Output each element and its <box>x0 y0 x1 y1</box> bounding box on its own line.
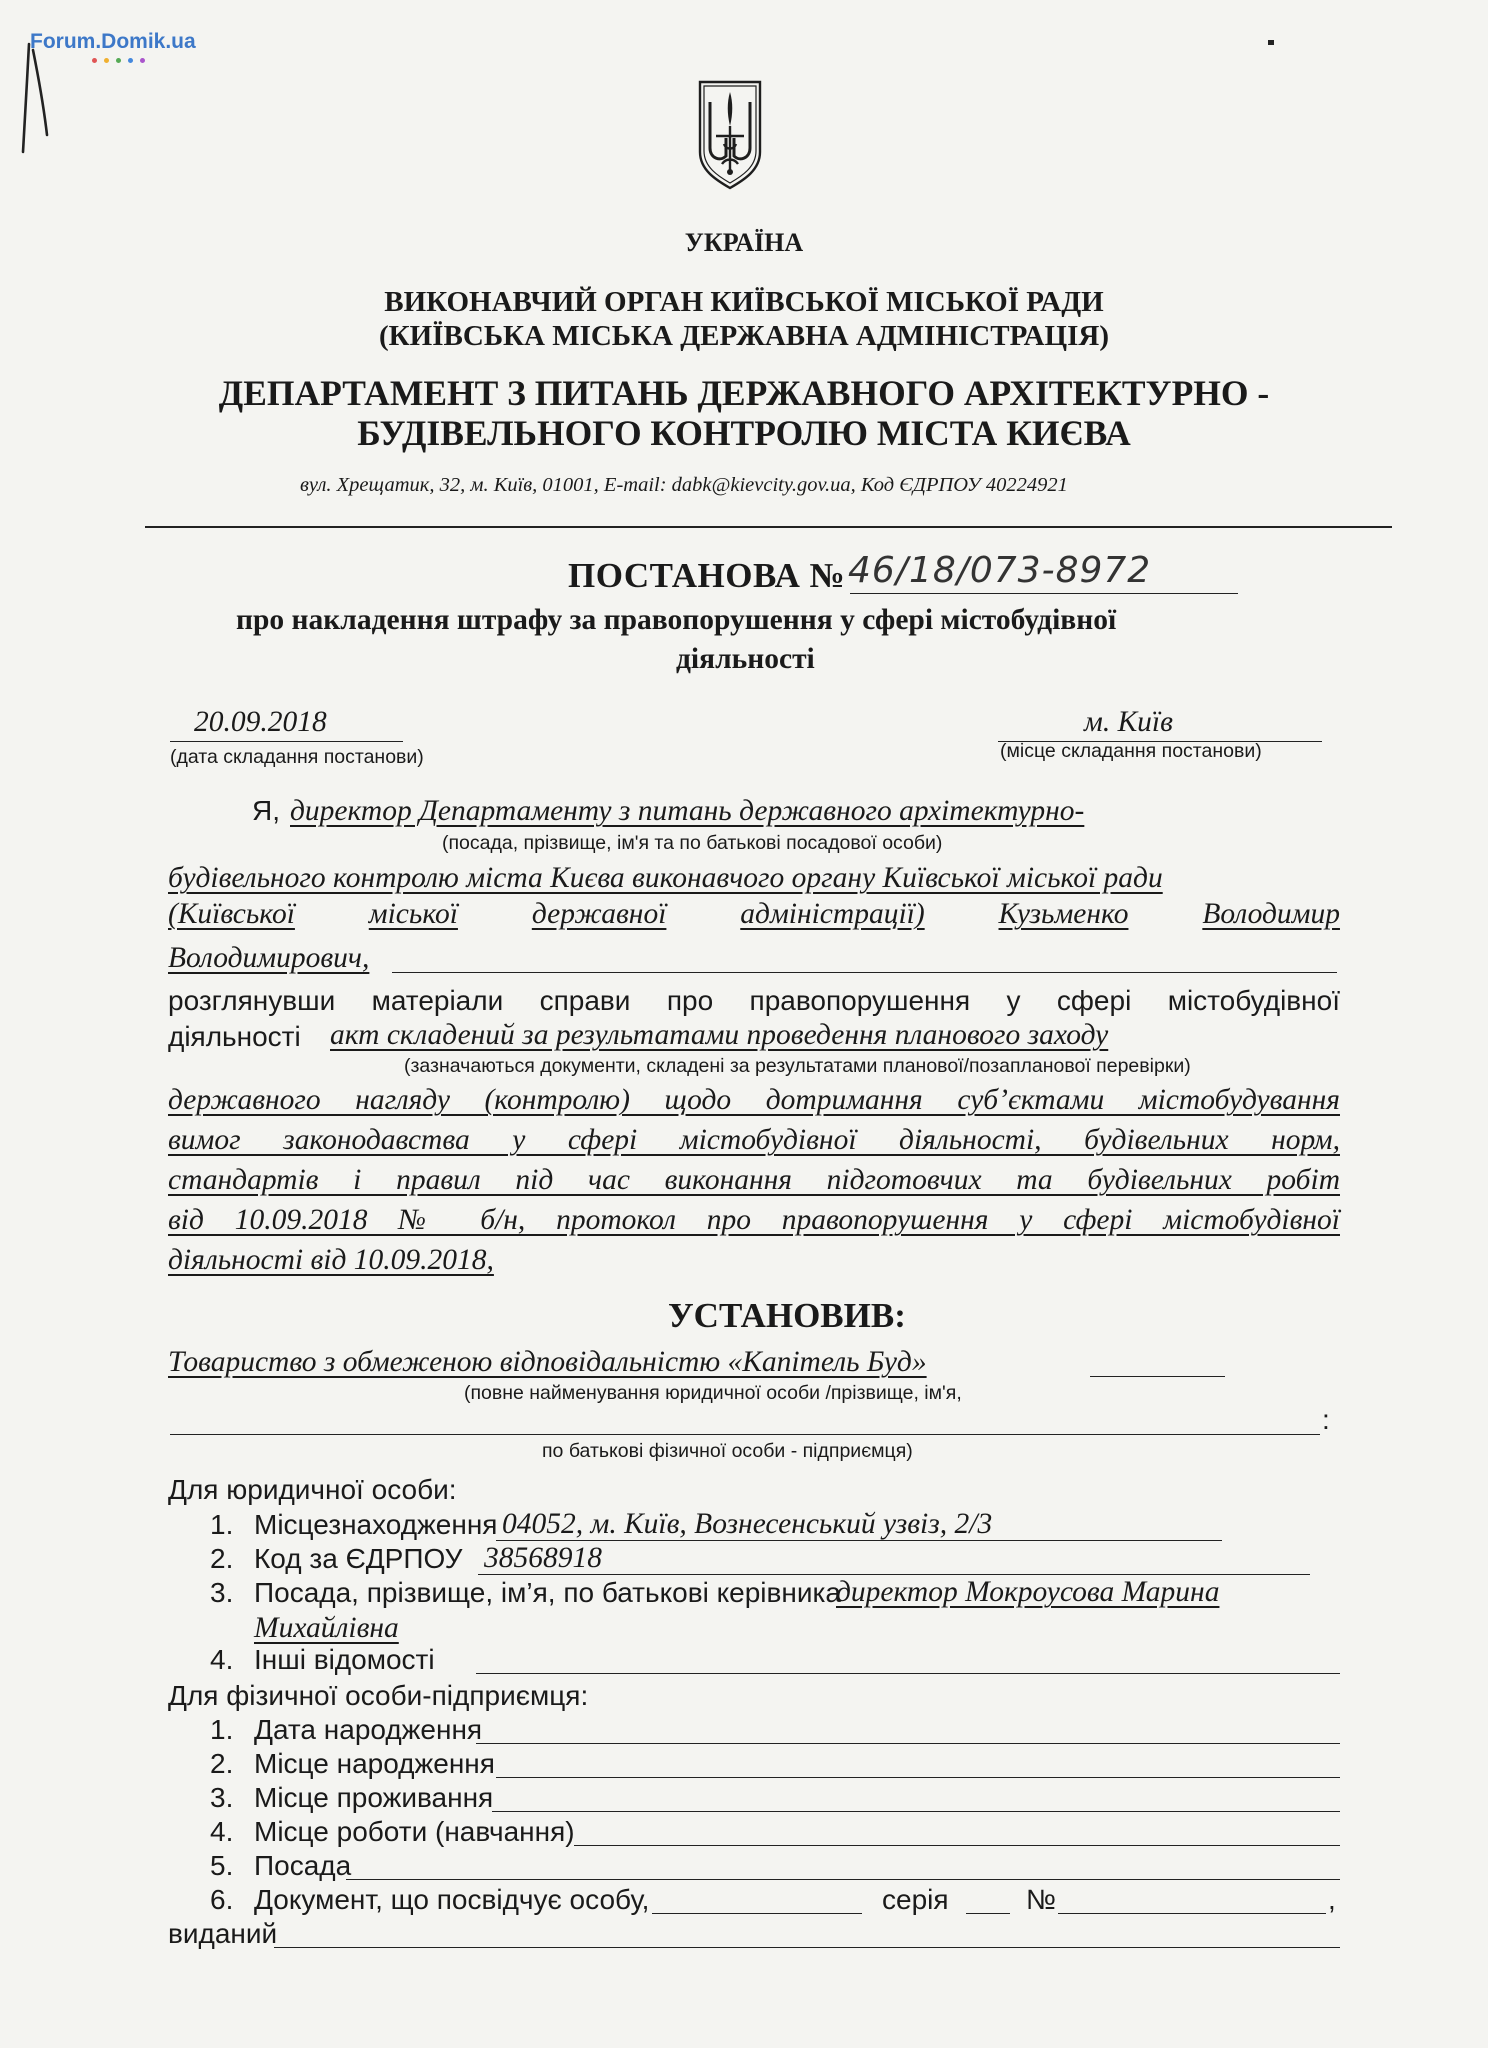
entity-second-line <box>170 1434 1320 1435</box>
resolution-number: 46/18/073-8972 <box>848 550 1152 591</box>
legal-edrpou-value: 38568918 <box>484 1542 602 1574</box>
review-line7: діяльності від 10.09.2018, <box>168 1244 494 1276</box>
individual-workplace-line <box>574 1845 1340 1846</box>
official-line4-fill <box>392 972 1337 973</box>
show-through-background <box>230 112 1370 145</box>
review-line5: стандартів і правил під час виконання підготовчих та будівельних робіт <box>168 1164 1340 1196</box>
legal-item-label: Місцезнаходження <box>254 1509 498 1540</box>
individual-series-line <box>966 1913 1010 1914</box>
individual-item-label: Місце роботи (навчання) <box>254 1816 575 1847</box>
official-line1: директор Департаменту з питань державного архітектурно- <box>290 795 1085 827</box>
individual-item-label: Дата народження <box>254 1714 483 1745</box>
individual-number-label: № <box>1026 1884 1057 1915</box>
individual-item-num: 1. <box>210 1714 234 1745</box>
scan-speck <box>1268 40 1274 45</box>
resolution-number-line <box>850 593 1238 594</box>
individual-birthplace-line <box>496 1777 1340 1778</box>
resolution-title: ПОСТАНОВА № <box>568 556 846 595</box>
established-heading: УСТАНОВИВ: <box>668 1296 906 1335</box>
official-line3-word: (Київської <box>168 898 295 930</box>
individual-title: Для фізичної особи-підприємця: <box>168 1680 589 1711</box>
review-prefix: діяльності <box>168 1021 301 1052</box>
individual-item-num: 3. <box>210 1782 234 1813</box>
official-caption: (посада, прізвище, ім'я та по батькові посадової особи) <box>442 832 943 854</box>
review-line4: вимог законодавства у сфері містобудівної діяльності, будівельних норм, <box>168 1124 1340 1156</box>
individual-item-label: Документ, що посвідчує особу, <box>254 1884 650 1915</box>
department-address: вул. Хрещатик, 32, м. Київ, 01001, E-mail: dabk@kievcity.gov.ua, Код ЄДРПОУ 40224921 <box>300 474 1068 496</box>
review-line3: державного нагляду (контролю) щодо дотримання суб’єктами містобудування <box>168 1084 1340 1116</box>
legal-entity-title: Для юридичної особи: <box>168 1474 457 1505</box>
legal-director-value-line2: Михайлівна <box>254 1612 399 1644</box>
official-line3-word: Володимир <box>1202 898 1340 930</box>
review-line6: від 10.09.2018 № б/н, протокол про правопорушення у сфері містобудівної <box>168 1204 1340 1236</box>
legal-address-line <box>496 1540 1222 1541</box>
date-line <box>170 741 403 742</box>
official-line3-word: міської <box>368 898 458 930</box>
individual-document-line <box>652 1913 862 1914</box>
individual-item-num: 6. <box>210 1884 234 1915</box>
org-name-line2: (КИЇВСЬКА МІСЬКА ДЕРЖАВНА АДМІНІСТРАЦІЯ) <box>379 320 1109 352</box>
entity-colon: : <box>1322 1404 1330 1435</box>
issued-line <box>274 1947 1340 1948</box>
legal-item-label: Код за ЄДРПОУ <box>254 1543 463 1574</box>
org-name-line1: ВИКОНАВЧИЙ ОРГАН КИЇВСЬКОЇ МІСЬКОЇ РАДИ <box>384 286 1104 318</box>
date-caption: (дата складання постанови) <box>170 746 424 768</box>
country-name: УКРАЇНА <box>684 228 804 257</box>
individual-item-label: Місце народження <box>254 1748 495 1779</box>
individual-item-label: Місце проживання <box>254 1782 494 1813</box>
department-name-line2: БУДІВЕЛЬНОГО КОНТРОЛЮ МІСТА КИЄВА <box>357 413 1131 453</box>
individual-position-line <box>346 1879 1340 1880</box>
department-name-line1: ДЕПАРТАМЕНТ З ПИТАНЬ ДЕРЖАВНОГО АРХІТЕКТУРНО - <box>218 373 1270 413</box>
legal-other-line <box>476 1673 1340 1674</box>
entity-name: Товариство з обмеженою відповідальністю «Капітель Буд» <box>168 1346 927 1378</box>
watermark-logo: Forum.Domik.ua <box>30 30 196 53</box>
official-line3-word: адміністрації) <box>740 898 925 930</box>
official-line4: Володимирович, <box>168 942 370 974</box>
individual-item-num: 2. <box>210 1748 234 1779</box>
individual-residence-line <box>492 1811 1340 1812</box>
resolution-subtitle-line1: про накладення штрафу за правопорушення у сфері містобудівної <box>236 604 1117 636</box>
entity-caption1: (повне найменування юридичної особи /прізвище, ім'я, <box>464 1382 962 1404</box>
resolution-place: м. Київ <box>1084 706 1173 738</box>
review-line2: акт складений за результатами проведення планового заходу <box>330 1019 1109 1051</box>
individual-number-line <box>1058 1913 1326 1914</box>
review-line1: розглянувши матеріали справи про правопорушення у сфері містобудівної <box>168 985 1340 1016</box>
handwritten-mark-icon <box>15 40 65 160</box>
trident-coat-of-arms-icon <box>696 78 764 190</box>
official-line3-word: державної <box>531 898 667 930</box>
entity-line-fill <box>1090 1376 1225 1377</box>
official-prefix: Я, <box>252 795 280 826</box>
resolution-date: 20.09.2018 <box>194 706 327 738</box>
legal-item-label: Інші відомості <box>254 1644 435 1675</box>
review-caption: (зазначаються документи, складені за результатами планової/позапланової перевірки) <box>404 1055 1191 1077</box>
legal-item-num: 4. <box>210 1644 234 1675</box>
official-line3-word: Кузьменко <box>998 898 1129 930</box>
header-divider <box>145 526 1392 528</box>
legal-item-num: 2. <box>210 1543 234 1574</box>
official-line3 <box>168 898 1340 931</box>
individual-document-end: , <box>1328 1884 1336 1915</box>
legal-edrpou-line <box>478 1574 1310 1575</box>
official-line2: будівельного контролю міста Києва виконавчого органу Київської міської ради <box>168 862 1163 894</box>
resolution-subtitle-line2: діяльності <box>676 643 815 675</box>
individual-birthdate-line <box>476 1743 1340 1744</box>
place-caption: (місце складання постанови) <box>1000 740 1262 762</box>
issued-label: виданий <box>168 1918 278 1949</box>
individual-item-label: Посада <box>254 1850 352 1881</box>
legal-director-value: директор Мокроусова Марина <box>836 1576 1220 1608</box>
legal-address-value: 04052, м. Київ, Вознесенський узвіз, 2/3 <box>502 1508 993 1540</box>
legal-item-num: 3. <box>210 1577 234 1608</box>
individual-series-label: серія <box>882 1884 949 1915</box>
watermark-dots-icon <box>92 58 145 63</box>
legal-item-label: Посада, прізвище, ім’я, по батькові керівника <box>254 1577 841 1608</box>
entity-caption2: по батькові фізичної особи - підприємця) <box>542 1440 913 1462</box>
individual-item-num: 5. <box>210 1850 234 1881</box>
legal-item-num: 1. <box>210 1509 234 1540</box>
individual-item-num: 4. <box>210 1816 234 1847</box>
